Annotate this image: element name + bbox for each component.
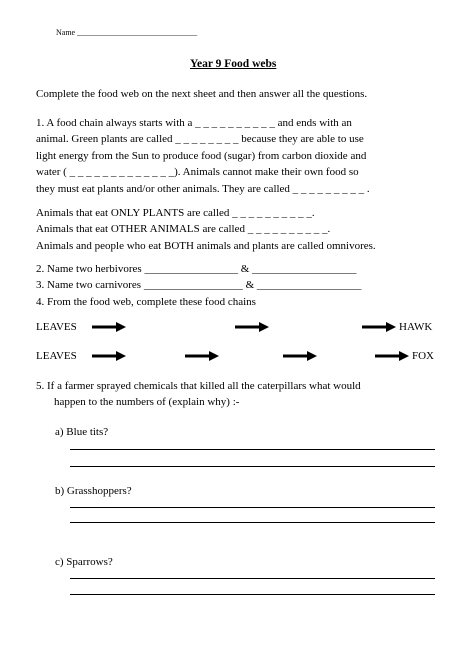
q5-part-a: a) Blue tits?: [55, 426, 109, 438]
name-field-label: Name ______________________________: [56, 28, 198, 37]
q1-line: 1. A food chain always starts with a _ _ _ _ _ _ _ _ _ _ and ends with an: [36, 117, 352, 129]
chain2-end: FOX: [412, 350, 435, 362]
q1-line: animal. Green plants are called _ _ _ _ _ _ _ _ because they are able to use: [36, 133, 364, 146]
answer-line[interactable]: [70, 578, 435, 579]
q5-line: happen to the numbers of (explain why) :-: [54, 396, 240, 409]
page-title: Year 9 Food webs: [190, 58, 277, 70]
question-4: 4. From the food web, complete these food chains: [36, 295, 256, 308]
answer-line[interactable]: [70, 449, 435, 450]
short-questions: [36, 261, 361, 310]
arrow-icon: [283, 351, 317, 361]
q1-line: water ( _ _ _ _ _ _ _ _ _ _ _ _ _). Animals cannot make their own food so: [36, 166, 359, 179]
arrow-icon: [235, 322, 269, 332]
arrow-icon: [92, 322, 126, 332]
answer-line[interactable]: [70, 466, 435, 467]
arrow-icon: [375, 351, 409, 361]
question-2: 2. Name two herbivores _________________ & ___________________: [36, 263, 357, 275]
question-3: 3. Name two carnivores __________________ & ___________________: [36, 279, 362, 292]
definitions: [36, 205, 376, 254]
q1-paragraph: [36, 115, 370, 197]
q1-line: they must eat plants and/or other animals. They are called _ _ _ _ _ _ _ _ _ .: [36, 182, 370, 195]
answer-line[interactable]: [70, 522, 435, 523]
q5-part-b: b) Grasshoppers?: [55, 485, 132, 497]
q5-part-c: c) Sparrows?: [55, 556, 113, 568]
arrow-icon: [362, 322, 396, 332]
definition-omnivores: Animals and people who eat BOTH animals and plants are called omnivores.: [36, 239, 376, 252]
arrow-icon: [185, 351, 219, 361]
chain1-start: LEAVES: [36, 321, 77, 333]
question-5: [36, 378, 361, 411]
arrow-icon: [92, 351, 126, 361]
answer-line[interactable]: [70, 594, 435, 595]
chain1-end: HAWK: [399, 321, 433, 333]
q1-line: light energy from the Sun to produce food (sugar) from carbon dioxide and: [36, 149, 367, 162]
chain2-start: LEAVES: [36, 350, 77, 362]
definition-carnivores: Animals that eat OTHER ANIMALS are called _ _ _ _ _ _ _ _ _ _.: [36, 223, 331, 236]
intro-text: Complete the food web on the next sheet and then answer all the questions.: [36, 88, 368, 100]
definition-herbivores: Animals that eat ONLY PLANTS are called _ _ _ _ _ _ _ _ _ _.: [36, 207, 315, 219]
q5-line: 5. If a farmer sprayed chemicals that killed all the caterpillars what would: [36, 380, 361, 392]
answer-line[interactable]: [70, 507, 435, 508]
